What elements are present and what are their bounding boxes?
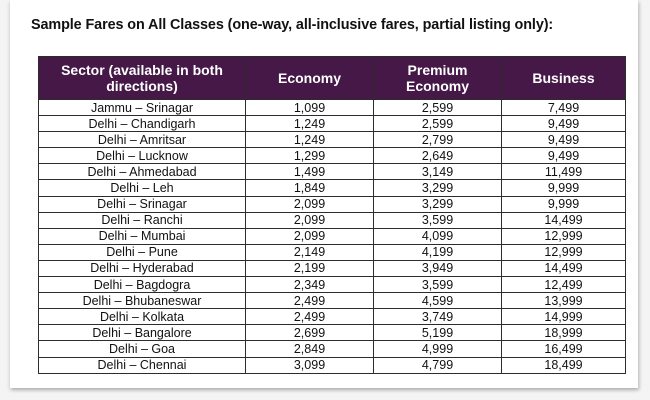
sector-cell: Delhi – Goa xyxy=(39,341,246,357)
fare-table-header xyxy=(39,57,626,100)
economy-fare-cell: 2,849 xyxy=(246,341,374,357)
premium-economy-fare-cell: 2,799 xyxy=(374,132,502,148)
business-fare-cell: 16,499 xyxy=(502,341,626,357)
sector-cell: Delhi – Chandigarh xyxy=(39,116,246,132)
economy-fare-cell: 1,249 xyxy=(246,116,374,132)
premium-economy-fare-cell: 3,299 xyxy=(374,180,502,196)
business-fare-cell: 12,999 xyxy=(502,228,626,244)
sector-cell: Delhi – Bhubaneswar xyxy=(39,293,246,309)
sector-cell: Delhi – Lucknow xyxy=(39,148,246,164)
business-fare-cell: 9,499 xyxy=(502,148,626,164)
table-row xyxy=(39,116,626,132)
sector-cell: Delhi – Bangalore xyxy=(39,325,246,341)
table-row xyxy=(39,325,626,341)
sector-cell: Delhi – Hyderabad xyxy=(39,260,246,276)
sector-cell: Delhi – Leh xyxy=(39,180,246,196)
premium-economy-fare-cell: 4,199 xyxy=(374,244,502,260)
header-sector: Sector (available in both directions) xyxy=(39,57,246,100)
sector-cell: Delhi – Mumbai xyxy=(39,228,246,244)
economy-fare-cell: 1,249 xyxy=(246,132,374,148)
economy-fare-cell: 1,099 xyxy=(246,100,374,116)
economy-fare-cell: 2,099 xyxy=(246,196,374,212)
business-fare-cell: 9,499 xyxy=(502,116,626,132)
header-economy: Economy xyxy=(246,57,374,100)
table-row xyxy=(39,212,626,228)
table-row xyxy=(39,244,626,260)
premium-economy-fare-cell: 3,299 xyxy=(374,196,502,212)
table-row xyxy=(39,293,626,309)
sector-cell: Jammu – Srinagar xyxy=(39,100,246,116)
table-row xyxy=(39,180,626,196)
premium-economy-fare-cell: 3,599 xyxy=(374,212,502,228)
page-title: Sample Fares on All Classes (one-way, all-inclusive fares, partial listing only): xyxy=(31,17,554,33)
premium-economy-fare-cell: 2,599 xyxy=(374,100,502,116)
premium-economy-fare-cell: 2,649 xyxy=(374,148,502,164)
business-fare-cell: 13,999 xyxy=(502,293,626,309)
table-row xyxy=(39,148,626,164)
business-fare-cell: 12,999 xyxy=(502,244,626,260)
table-row xyxy=(39,357,626,373)
economy-fare-cell: 2,499 xyxy=(246,309,374,325)
sector-cell: Delhi – Kolkata xyxy=(39,309,246,325)
business-fare-cell: 11,499 xyxy=(502,164,626,180)
premium-economy-fare-cell: 3,949 xyxy=(374,260,502,276)
sector-cell: Delhi – Chennai xyxy=(39,357,246,373)
sector-cell: Delhi – Pune xyxy=(39,244,246,260)
business-fare-cell: 9,999 xyxy=(502,196,626,212)
sector-cell: Delhi – Bagdogra xyxy=(39,277,246,293)
economy-fare-cell: 3,099 xyxy=(246,357,374,373)
premium-economy-fare-cell: 3,149 xyxy=(374,164,502,180)
header-business: Business xyxy=(502,57,626,100)
table-row xyxy=(39,228,626,244)
business-fare-cell: 14,499 xyxy=(502,260,626,276)
table-row xyxy=(39,100,626,116)
business-fare-cell: 12,499 xyxy=(502,277,626,293)
table-row xyxy=(39,260,626,276)
fare-table xyxy=(38,56,626,374)
premium-economy-fare-cell: 3,599 xyxy=(374,277,502,293)
business-fare-cell: 9,999 xyxy=(502,180,626,196)
header-row xyxy=(39,57,626,100)
table-row xyxy=(39,309,626,325)
sector-cell: Delhi – Srinagar xyxy=(39,196,246,212)
economy-fare-cell: 2,149 xyxy=(246,244,374,260)
premium-economy-fare-cell: 2,599 xyxy=(374,116,502,132)
sector-cell: Delhi – Ranchi xyxy=(39,212,246,228)
business-fare-cell: 9,499 xyxy=(502,132,626,148)
premium-economy-fare-cell: 5,199 xyxy=(374,325,502,341)
premium-economy-fare-cell: 4,599 xyxy=(374,293,502,309)
fare-table-body xyxy=(39,100,626,374)
table-row xyxy=(39,196,626,212)
table-row xyxy=(39,277,626,293)
table-row xyxy=(39,132,626,148)
economy-fare-cell: 1,299 xyxy=(246,148,374,164)
business-fare-cell: 18,999 xyxy=(502,325,626,341)
premium-economy-fare-cell: 3,749 xyxy=(374,309,502,325)
sector-cell: Delhi – Ahmedabad xyxy=(39,164,246,180)
business-fare-cell: 14,499 xyxy=(502,212,626,228)
sector-cell: Delhi – Amritsar xyxy=(39,132,246,148)
fare-sheet xyxy=(10,0,638,388)
table-row xyxy=(39,341,626,357)
economy-fare-cell: 1,499 xyxy=(246,164,374,180)
premium-economy-fare-cell: 4,999 xyxy=(374,341,502,357)
table-row xyxy=(39,164,626,180)
economy-fare-cell: 2,499 xyxy=(246,293,374,309)
economy-fare-cell: 2,349 xyxy=(246,277,374,293)
premium-economy-fare-cell: 4,099 xyxy=(374,228,502,244)
business-fare-cell: 14,999 xyxy=(502,309,626,325)
economy-fare-cell: 2,699 xyxy=(246,325,374,341)
economy-fare-cell: 2,199 xyxy=(246,260,374,276)
economy-fare-cell: 2,099 xyxy=(246,228,374,244)
business-fare-cell: 18,499 xyxy=(502,357,626,373)
business-fare-cell: 7,499 xyxy=(502,100,626,116)
economy-fare-cell: 2,099 xyxy=(246,212,374,228)
header-premium-economy: Premium Economy xyxy=(374,57,502,100)
economy-fare-cell: 1,849 xyxy=(246,180,374,196)
premium-economy-fare-cell: 4,799 xyxy=(374,357,502,373)
